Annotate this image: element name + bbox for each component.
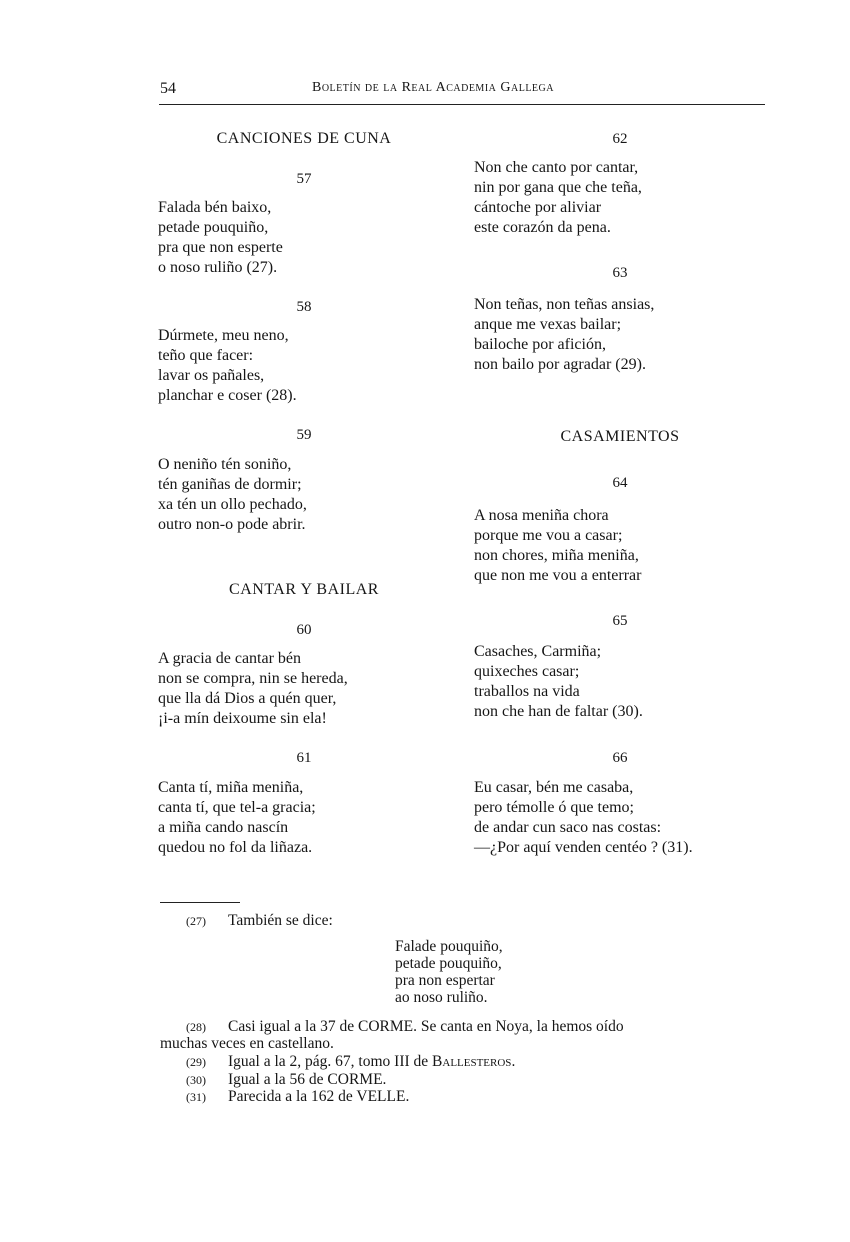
song-number: 62 <box>612 131 628 147</box>
verse-line: este corazón da pena. <box>474 219 611 236</box>
verse-line: Falade pouquiño, <box>395 938 503 955</box>
footnote-verse <box>395 938 503 1006</box>
footnote-text: Casi igual a la 37 de CORME. Se canta en Noya, la hemos oído <box>228 1018 624 1035</box>
verse-line: petade pouquiño, <box>395 955 502 972</box>
verse-line: que non me vou a enterrar <box>474 567 642 584</box>
verse-line: planchar e coser (28). <box>158 387 297 404</box>
footnote-marker: (30) <box>186 1073 206 1087</box>
verse-line: cántoche por aliviar <box>474 199 602 216</box>
header-rule <box>159 104 765 105</box>
footnote-marker: (31) <box>186 1090 206 1104</box>
song-verse <box>158 778 316 858</box>
song-verse <box>158 649 348 729</box>
footnote-punct: . <box>511 1053 516 1070</box>
section-title: CANCIONES DE CUNA <box>216 130 392 147</box>
footnote-text: Igual a la 56 de CORME. <box>228 1071 387 1088</box>
song-number: 65 <box>612 613 628 629</box>
verse-line: quedou no fol da liñaza. <box>158 839 313 856</box>
song-number: 57 <box>296 171 312 187</box>
verse-line: O neniño tén soniño, <box>158 456 292 473</box>
verse-line: A nosa meniña chora <box>474 507 609 524</box>
footnote-27 <box>186 912 333 930</box>
song-number: 60 <box>296 622 312 638</box>
song-number: 59 <box>296 427 312 443</box>
song-verse <box>158 455 307 535</box>
verse-line: nin por gana que che teña, <box>474 179 642 196</box>
verse-line: lavar os pañales, <box>158 367 265 384</box>
verse-line: Eu casar, bén me casaba, <box>474 779 634 796</box>
footnote-author: Ballesteros <box>432 1053 512 1070</box>
footnote-31 <box>186 1088 409 1106</box>
footnote-marker: (27) <box>186 914 206 928</box>
running-header: Boletín de la Real Academia Gallega <box>312 80 554 95</box>
verse-line: Casaches, Carmiña; <box>474 643 602 660</box>
verse-line: quixeches casar; <box>474 663 580 680</box>
song-verse <box>474 295 654 375</box>
song-verse <box>474 506 641 586</box>
verse-line: A gracia de cantar bén <box>158 650 302 667</box>
verse-line: outro non-o pode abrir. <box>158 516 306 533</box>
verse-line: Falada bén baixo, <box>158 199 272 216</box>
verse-line: non se compra, nin se hereda, <box>158 670 348 687</box>
verse-line: tén ganiñas de dormir; <box>158 476 302 493</box>
verse-line: xa tén un ollo pechado, <box>158 496 307 513</box>
song-number: 58 <box>296 299 312 315</box>
song-verse <box>474 778 693 858</box>
song-number: 61 <box>296 750 312 766</box>
song-verse <box>474 642 643 722</box>
verse-line: ao noso ruliño. <box>395 989 488 1006</box>
verse-line: non bailo por agradar (29). <box>474 356 646 373</box>
verse-line: ¡i-a mín deixoume sin ela! <box>158 710 327 727</box>
verse-line: petade pouquiño, <box>158 219 269 236</box>
footnote-marker: (28) <box>186 1020 206 1034</box>
verse-line: porque me vou a casar; <box>474 527 623 544</box>
footnote-28-continuation: muchas veces en castellano. <box>160 1035 334 1052</box>
footnote-marker: (29) <box>186 1055 206 1069</box>
song-number: 64 <box>612 475 628 491</box>
verse-line: Dúrmete, meu neno, <box>158 327 289 344</box>
verse-line: Non che canto por cantar, <box>474 159 639 176</box>
footnote-28 <box>186 1018 624 1036</box>
verse-line: pero témolle ó que temo; <box>474 799 634 816</box>
verse-line: de andar cun saco nas costas: <box>474 819 662 836</box>
footnote-text: Igual a la 2, pág. 67, tomo III de <box>228 1053 433 1070</box>
section-title: CASAMIENTOS <box>560 428 680 445</box>
song-number: 66 <box>612 750 628 766</box>
footnote-30 <box>186 1071 386 1089</box>
verse-line: a miña cando nascín <box>158 819 289 836</box>
song-verse <box>474 158 642 238</box>
verse-line: non chores, miña meniña, <box>474 547 639 564</box>
footnote-29 <box>186 1053 515 1071</box>
verse-line: Canta tí, miña meniña, <box>158 779 304 796</box>
verse-line: canta tí, que tel-a gracia; <box>158 799 316 816</box>
footnote-text: Parecida a la 162 de VELLE. <box>228 1088 410 1105</box>
page-number: 54 <box>160 80 176 97</box>
verse-line: bailoche por afición, <box>474 336 606 353</box>
song-verse <box>158 198 283 278</box>
verse-line: Non teñas, non teñas ansias, <box>474 296 655 313</box>
verse-line: —¿Por aquí venden centéo ? (31). <box>474 839 693 856</box>
verse-line: pra que non esperte <box>158 239 283 256</box>
footnote-text: También se dice: <box>228 912 333 929</box>
section-title: CANTAR Y BAILAR <box>229 581 379 598</box>
song-number: 63 <box>612 265 628 281</box>
verse-line: teño que facer: <box>158 347 254 364</box>
footnote-rule <box>160 902 240 903</box>
verse-line: traballos na vida <box>474 683 580 700</box>
verse-line: o noso ruliño (27). <box>158 259 278 276</box>
song-verse <box>158 326 297 406</box>
verse-line: non che han de faltar (30). <box>474 703 643 720</box>
verse-line: anque me vexas bailar; <box>474 316 622 333</box>
verse-line: que lla dá Dios a quén quer, <box>158 690 337 707</box>
verse-line: pra non espertar <box>395 972 495 989</box>
